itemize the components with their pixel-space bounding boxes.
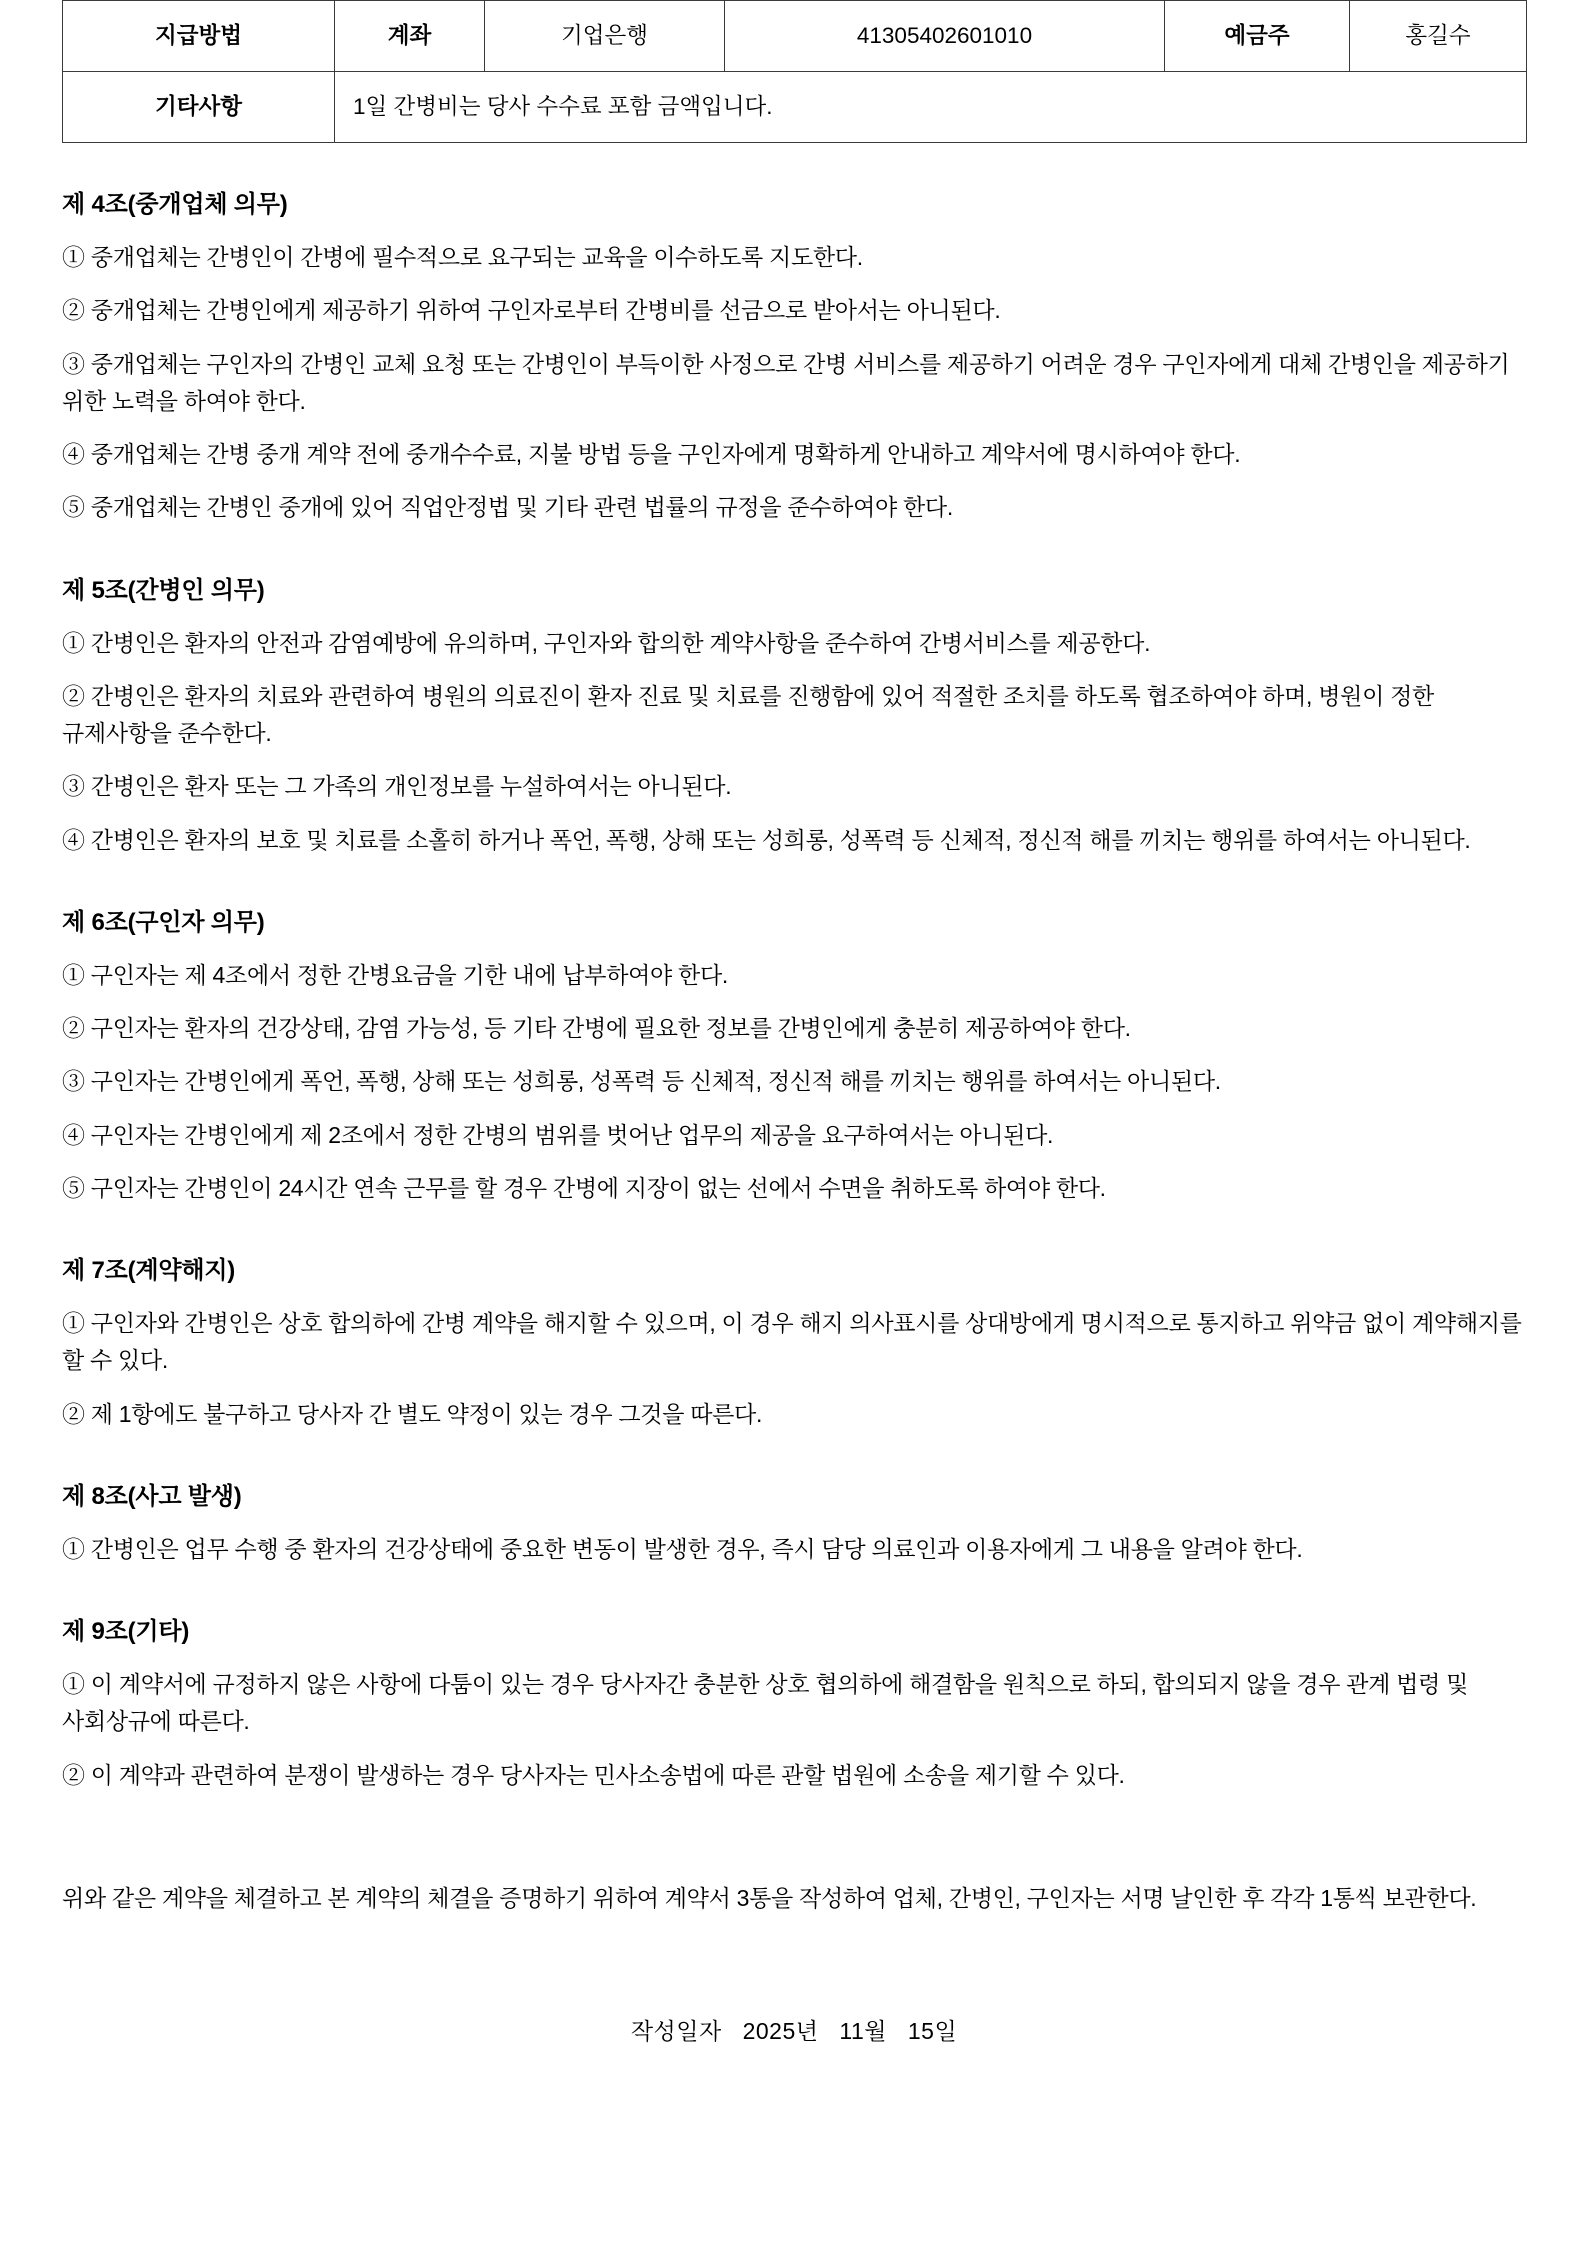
clause: ① 구인자와 간병인은 상호 합의하에 간병 계약을 해지할 수 있으며, 이 경우 해지 의사표시를 상대방에게 명시적으로 통지하고 위약금 없이 계약해지를 할 수 있다. [62, 1310, 1522, 1374]
article-title: 제 7조(계약해지) [62, 1257, 236, 1284]
other-matters-label: 기타사항 [63, 72, 335, 143]
bank-name-value: 기업은행 [485, 1, 725, 72]
account-holder-value: 홍길수 [1350, 1, 1527, 72]
clause: ① 이 계약서에 규정하지 않은 사항에 다툼이 있는 경우 당사자간 충분한 상호 협의하에 해결함을 원칙으로 하되, 합의되지 않을 경우 관계 법령 및 사회상규에 따른다. [62, 1671, 1469, 1735]
article-title: 제 9조(기타) [62, 1618, 190, 1645]
clause: ③ 중개업체는 구인자의 간병인 교체 요청 또는 간병인이 부득이한 사정으로 간병 서비스를 제공하기 어려운 경우 구인자에게 대체 간병인을 제공하기 위한 노력을 하여야 한다. [62, 350, 1510, 414]
clause: ② 이 계약과 관련하여 분쟁이 발생하는 경우 당사자는 민사소송법에 따른 관할 법원에 소송을 제기할 수 있다. [62, 1761, 1125, 1788]
account-number-value: 41305402601010 [725, 1, 1165, 72]
article-6 [62, 905, 1526, 1207]
clause: ① 중개업체는 간병인이 간병에 필수적으로 요구되는 교육을 이수하도록 지도한다. [62, 244, 863, 270]
clause: ① 간병인은 환자의 안전과 감염예방에 유의하며, 구인자와 합의한 계약사항을 준수하여 간병서비스를 제공한다. [62, 629, 1151, 656]
payment-info-table [62, 0, 1527, 143]
date-label: 작성일자 [630, 2018, 722, 2044]
date-day: 15일 [907, 2018, 958, 2044]
clause: ⑤ 중개업체는 간병인 중개에 있어 직업안정법 및 기타 관련 법률의 규정을 준수하여야 한다. [62, 494, 953, 521]
clause: ② 중개업체는 간병인에게 제공하기 위하여 구인자로부터 간병비를 선금으로 받아서는 아니된다. [62, 297, 1001, 324]
account-label: 계좌 [335, 1, 485, 72]
article-4 [62, 187, 1526, 527]
other-matters-value: 1일 간병비는 당사 수수료 포함 금액입니다. [335, 72, 1527, 143]
clause: ④ 중개업체는 간병 중개 계약 전에 중개수수료, 지불 방법 등을 구인자에게 명확하게 안내하고 계약서에 명시하여야 한다. [62, 441, 1241, 467]
article-title: 제 4조(중개업체 의무) [62, 191, 288, 218]
table-row [63, 1, 1527, 72]
payment-method-label: 지급방법 [63, 1, 335, 72]
date-year: 2025년 [742, 2018, 819, 2044]
clause: ① 구인자는 제 4조에서 정한 간병요금을 기한 내에 납부하여야 한다. [62, 961, 728, 988]
clause: ② 제 1항에도 불구하고 당사자 간 별도 약정이 있는 경우 그것을 따른다. [62, 1400, 763, 1427]
clause: ④ 구인자는 간병인에게 제 2조에서 정한 간병의 범위를 벗어난 업무의 제공을 요구하여서는 아니된다. [62, 1121, 1054, 1148]
article-5 [62, 573, 1526, 859]
clause: ② 간병인은 환자의 치료와 관련하여 병원의 의료진이 환자 진료 및 치료를 진행함에 있어 적절한 조치를 하도록 협조하여야 하며, 병원이 정한 규제사항을 준수한다. [62, 682, 1434, 746]
clause: ① 간병인은 업무 수행 중 환자의 건강상태에 중요한 변동이 발생한 경우, 즉시 담당 의료인과 이용자에게 그 내용을 알려야 한다. [62, 1535, 1303, 1562]
table-row [63, 72, 1527, 143]
article-8 [62, 1479, 1526, 1568]
date-month: 11월 [839, 2018, 887, 2044]
clause: ③ 구인자는 간병인에게 폭언, 폭행, 상해 또는 성희롱, 성폭력 등 신체적, 정신적 해를 끼치는 행위를 하여서는 아니된다. [62, 1068, 1221, 1095]
article-title: 제 8조(사고 발생) [62, 1482, 242, 1510]
clause: ⑤ 구인자는 간병인이 24시간 연속 근무를 할 경우 간병에 지장이 없는 선에서 수면을 취하도록 하여야 한다. [62, 1174, 1106, 1201]
clause: ④ 간병인은 환자의 보호 및 치료를 소홀히 하거나 폭언, 폭행, 상해 또는 성희롱, 성폭력 등 신체적, 정신적 해를 끼치는 행위를 하여서는 아니된다. [62, 826, 1471, 853]
date-line [62, 2013, 1526, 2086]
article-title: 제 6조(구인자 의무) [62, 908, 265, 936]
article-title: 제 5조(간병인 의무) [62, 576, 265, 604]
closing-statement: 위와 같은 계약을 체결하고 본 계약의 체결을 증명하기 위하여 계약서 3통을 작성하여 업체, 간병인, 구인자는 서명 날인한 후 각각 1통씩 보관한다. [62, 1884, 1477, 1911]
clause: ② 구인자는 환자의 건강상태, 감염 가능성, 등 기타 간병에 필요한 정보를 간병인에게 충분히 제공하여야 한다. [62, 1015, 1131, 1041]
clause: ③ 간병인은 환자 또는 그 가족의 개인정보를 누설하여서는 아니된다. [62, 773, 732, 800]
account-holder-label: 예금주 [1165, 1, 1350, 72]
article-9 [62, 1614, 1526, 1794]
article-7 [62, 1253, 1526, 1433]
